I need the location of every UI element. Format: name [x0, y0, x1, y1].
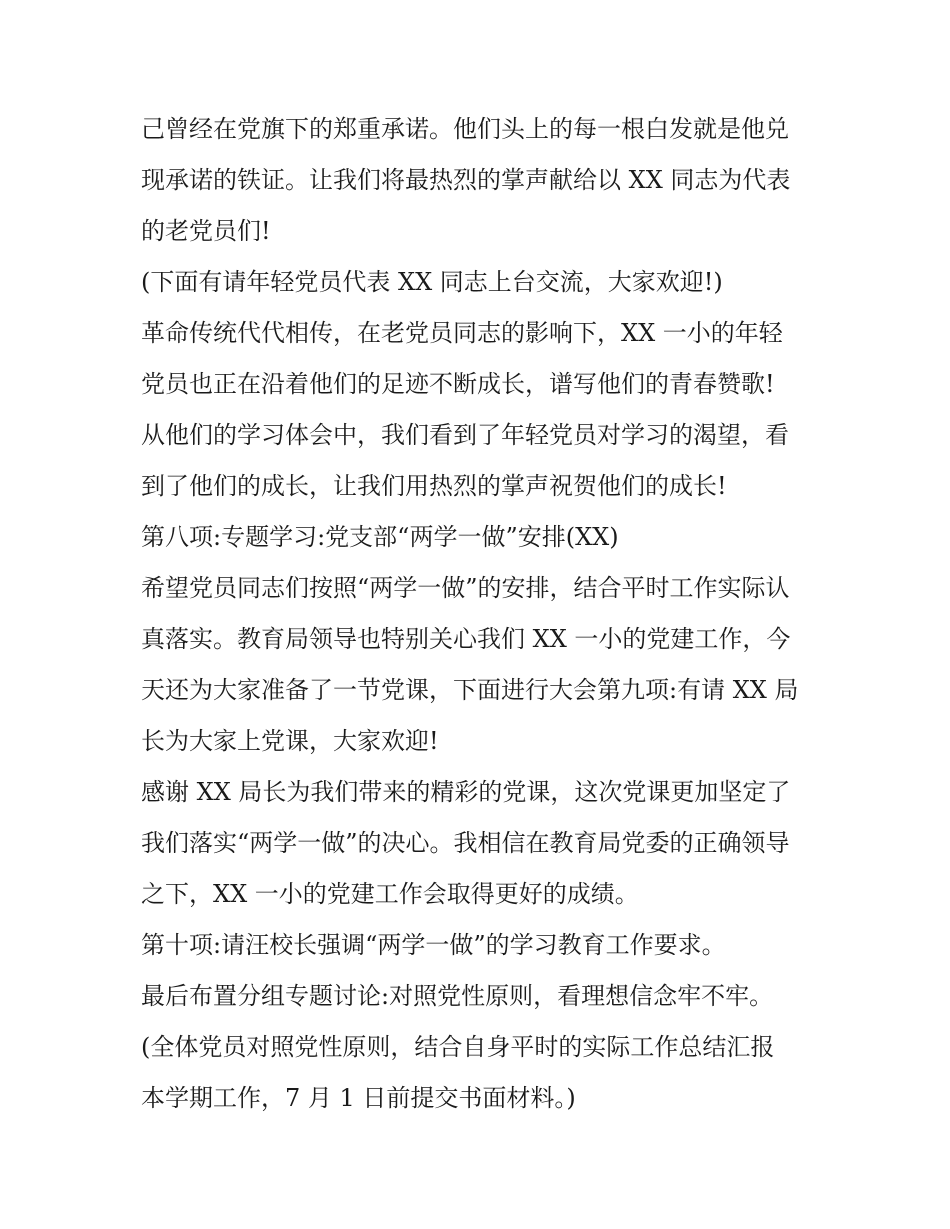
- text-line: 长为大家上党课，大家欢迎!: [141, 727, 439, 755]
- text-line: 的老党员们!: [141, 217, 271, 245]
- text-line: 党员也正在沿着他们的足迹不断成长，谱写他们的青春赞歌!: [141, 370, 775, 398]
- section-heading: 第八项:专题学习:党支部“两学一做”安排(XX): [141, 523, 619, 551]
- document-body: [141, 104, 813, 1124]
- text-line: 到了他们的成长，让我们用热烈的掌声祝贺他们的成长!: [141, 472, 727, 500]
- text-line: (下面有请年轻党员代表 XX 同志上台交流，大家欢迎!): [141, 268, 723, 296]
- text-line: 我们落实“两学一做”的决心。我相信在教育局党委的正确领导: [141, 829, 790, 857]
- text-line: 现承诺的铁证。让我们将最热烈的掌声献给以 XX 同志为代表: [141, 166, 791, 194]
- text-line: 之下，XX 一小的党建工作会取得更好的成绩。: [141, 880, 639, 908]
- text-line: (全体党员对照党性原则，结合自身平时的实际工作总结汇报: [141, 1033, 775, 1061]
- text-line: 己曾经在党旗下的郑重承诺。他们头上的每一根白发就是他兑: [141, 115, 789, 143]
- text-line: 最后布置分组专题讨论:对照党性原则，看理想信念牢不牢。: [141, 982, 774, 1010]
- text-line: 从他们的学习体会中，我们看到了年轻党员对学习的渴望，看: [141, 421, 789, 449]
- section-heading: 第十项:请汪校长强调“两学一做”的学习教育工作要求。: [141, 931, 726, 959]
- text-line: 革命传统代代相传，在老党员同志的影响下，XX 一小的年轻: [141, 319, 783, 347]
- text-line: 本学期工作，7 月 1 日前提交书面材料。): [141, 1084, 576, 1112]
- text-line: 真落实。教育局领导也特别关心我们 XX 一小的党建工作，今: [141, 625, 791, 653]
- text-line: 希望党员同志们按照“两学一做”的安排，结合平时工作实际认: [141, 574, 790, 602]
- text-line: 感谢 XX 局长为我们带来的精彩的党课，这次党课更加坚定了: [141, 778, 791, 806]
- text-line: 天还为大家准备了一节党课，下面进行大会第九项:有请 XX 局: [141, 676, 799, 704]
